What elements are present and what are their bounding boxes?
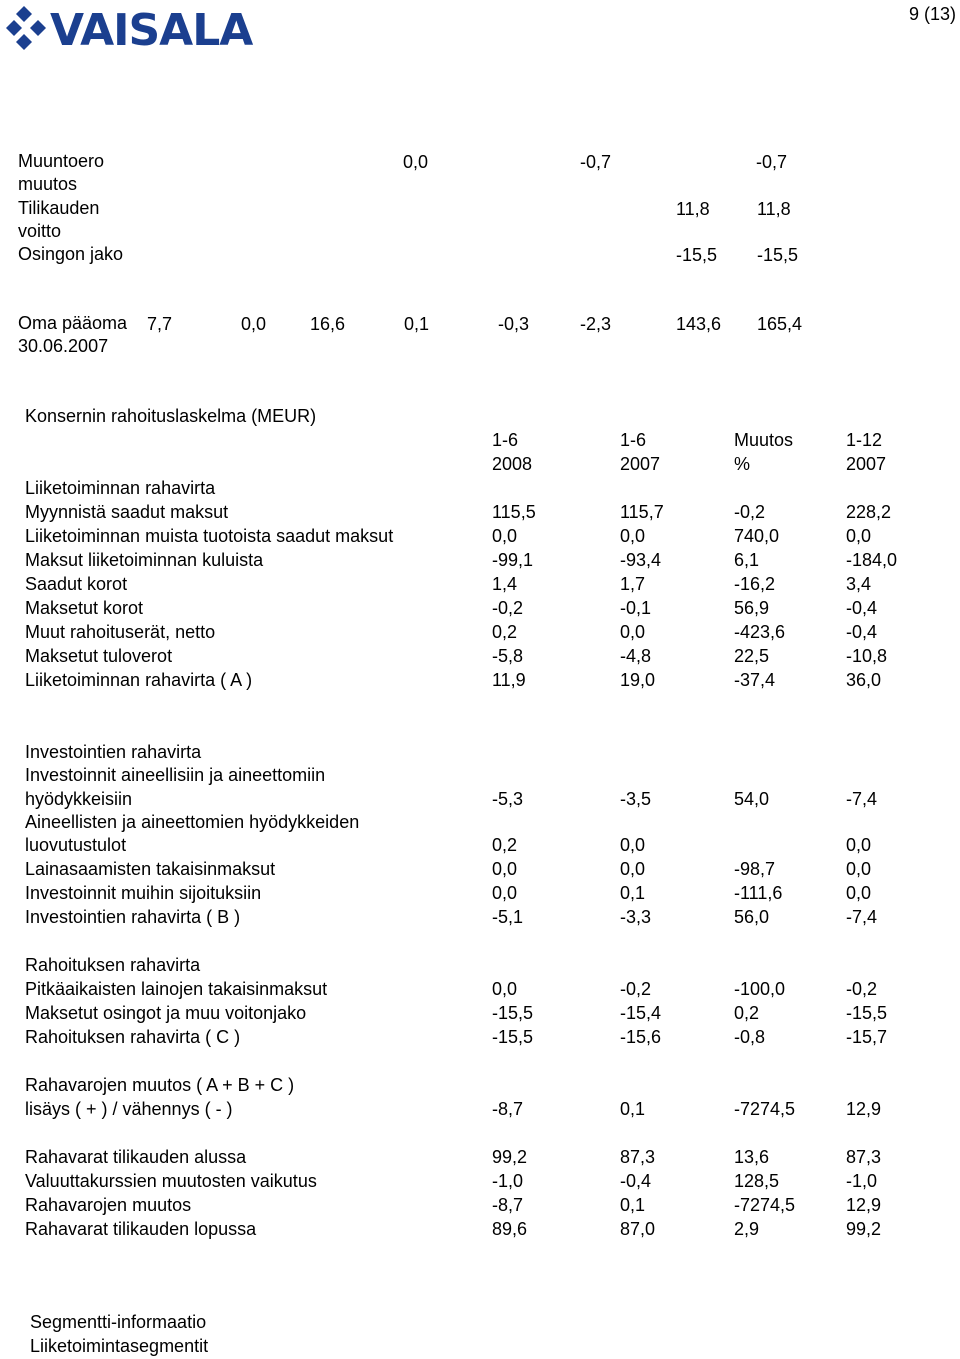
cashflow-cell: -0,8 xyxy=(734,1027,766,1047)
cashflow-cell: 0,0 xyxy=(492,859,518,879)
cashflow-cell: -100,0 xyxy=(734,979,786,999)
cashflow-row-label: Maksetut tuloverot xyxy=(25,646,173,666)
cashflow-row-label: lisäys ( + ) / vähennys ( - ) xyxy=(25,1099,233,1119)
cashflow-cell: -7274,5 xyxy=(734,1099,796,1119)
cashflow-cell: 12,9 xyxy=(846,1195,882,1215)
equity-cell: 16,6 xyxy=(310,314,346,334)
cashflow-cell: 0,0 xyxy=(846,526,872,546)
cashflow-cell: 87,0 xyxy=(620,1219,656,1239)
cashflow-cell: 0,2 xyxy=(492,622,518,642)
cashflow-cell: -7,4 xyxy=(846,789,878,809)
cashflow-cell: 11,9 xyxy=(492,670,526,690)
cashflow-cell: -15,6 xyxy=(620,1027,662,1047)
cashflow-row-label: Maksetut osingot ja muu voitonjako xyxy=(25,1003,307,1023)
equity-cell: 0,0 xyxy=(241,314,267,334)
cashflow-cell: 0,1 xyxy=(620,1195,646,1215)
column-header: 2007 xyxy=(620,454,661,474)
cashflow-cell: 115,5 xyxy=(492,502,536,522)
cashflow-cell: 56,0 xyxy=(734,907,770,927)
cashflow-cell: 228,2 xyxy=(846,502,892,522)
column-header: 1-6 xyxy=(620,430,647,450)
equity-row-label: Tilikauden voitto xyxy=(18,198,100,241)
cashflow-cell: -0,2 xyxy=(734,502,766,522)
cashflow-cell: -4,8 xyxy=(620,646,652,666)
cashflow-cell: 56,9 xyxy=(734,598,770,618)
cashflow-cell: -15,5 xyxy=(492,1027,534,1047)
cashflow-cell: 3,4 xyxy=(846,574,872,594)
cashflow-row-label: Muut rahoituserät, netto xyxy=(25,622,216,642)
cashflow-cell: -37,4 xyxy=(734,670,776,690)
cashflow-cell: 2,9 xyxy=(734,1219,760,1239)
cashflow-row-label: luovutustulot xyxy=(25,835,127,855)
cashflow-row-label: Rahoituksen rahavirta xyxy=(25,955,201,975)
page-number: 9 (13) xyxy=(908,4,956,24)
cashflow-cell: -7274,5 xyxy=(734,1195,796,1215)
cashflow-cell: 0,0 xyxy=(492,883,518,903)
cashflow-cell: -111,6 xyxy=(734,883,783,903)
cashflow-cell: 0,2 xyxy=(492,835,518,855)
cashflow-cell: -5,8 xyxy=(492,646,524,666)
cashflow-row-label: Lainasaamisten takaisinmaksut xyxy=(25,859,276,879)
cashflow-cell: -5,1 xyxy=(492,907,524,927)
cashflow-cell: 0,0 xyxy=(620,859,646,879)
equity-cell: 7,7 xyxy=(147,314,173,334)
cashflow-cell: -184,0 xyxy=(846,550,898,570)
column-header: 2008 xyxy=(492,454,533,474)
equity-cell: 165,4 xyxy=(757,314,803,334)
cashflow-cell: 54,0 xyxy=(734,789,770,809)
cashflow-cell: -0,4 xyxy=(620,1171,652,1191)
cashflow-cell: 740,0 xyxy=(734,526,780,546)
cashflow-cell: 13,6 xyxy=(734,1147,770,1167)
cashflow-cell: -15,4 xyxy=(620,1003,662,1023)
column-header: 2007 xyxy=(846,454,887,474)
cashflow-cell: -1,0 xyxy=(492,1171,524,1191)
cashflow-row-label: Aineellisten ja aineettomien hyödykkeiden xyxy=(25,812,360,832)
cashflow-cell: 0,0 xyxy=(620,835,646,855)
cashflow-row-label: Valuuttakurssien muutosten vaikutus xyxy=(25,1171,317,1191)
cashflow-row-label: Liiketoiminnan muista tuotoista saadut maksut xyxy=(25,526,394,546)
cashflow-cell: 0,0 xyxy=(492,979,518,999)
cashflow-cell: 6,1 xyxy=(734,550,760,570)
cashflow-cell: -3,5 xyxy=(620,789,652,809)
column-header: 1-6 xyxy=(492,430,519,450)
cashflow-cell: 128,5 xyxy=(734,1171,780,1191)
cashflow-cell: -0,2 xyxy=(620,979,652,999)
equity-cell: -2,3 xyxy=(580,314,612,334)
cashflow-cell: -10,8 xyxy=(846,646,888,666)
cashflow-row-label: Myynnistä saadut maksut xyxy=(25,502,229,522)
column-header: 1-12 xyxy=(846,430,883,450)
cashflow-row-label: Rahoituksen rahavirta ( C ) xyxy=(25,1027,241,1047)
equity-cell: 143,6 xyxy=(676,314,722,334)
cashflow-title: Konsernin rahoituslaskelma (MEUR) xyxy=(25,406,317,426)
cashflow-cell: 1,7 xyxy=(620,574,646,594)
cashflow-cell: -0,1 xyxy=(620,598,652,618)
cashflow-cell: 115,7 xyxy=(620,502,664,522)
cashflow-cell: 0,0 xyxy=(492,526,518,546)
cashflow-cell: -98,7 xyxy=(734,859,776,879)
equity-cell: 11,8 xyxy=(676,199,710,219)
cashflow-row-label: Rahavarojen muutos ( A + B + C ) xyxy=(25,1075,295,1095)
cashflow-cell: 0,0 xyxy=(846,835,872,855)
vaisala-logo xyxy=(6,0,253,56)
cashflow-cell: -15,7 xyxy=(846,1027,888,1047)
equity-row-label: Muuntoero muutos xyxy=(18,151,105,194)
cashflow-cell: -1,0 xyxy=(846,1171,878,1191)
cashflow-cell: 99,2 xyxy=(492,1147,528,1167)
cashflow-cell: -0,4 xyxy=(846,598,878,618)
cashflow-cell: -0,2 xyxy=(846,979,878,999)
cashflow-cell: -0,2 xyxy=(492,598,524,618)
segment-info-heading: Segmentti-informaatio xyxy=(30,1312,207,1332)
cashflow-cell: -8,7 xyxy=(492,1099,524,1119)
cashflow-row-label: Investoinnit muihin sijoituksiin xyxy=(25,883,262,903)
cashflow-cell: -93,4 xyxy=(620,550,662,570)
cashflow-row-label: Rahavarojen muutos xyxy=(25,1195,192,1215)
column-header: Muutos xyxy=(734,430,794,450)
cashflow-cell: -99,1 xyxy=(492,550,534,570)
cashflow-cell: 89,6 xyxy=(492,1219,528,1239)
cashflow-cell: -15,5 xyxy=(846,1003,888,1023)
equity-row-label: Osingon jako xyxy=(18,244,124,264)
svg-text:VAISALA: VAISALA xyxy=(50,5,253,56)
cashflow-cell: -15,5 xyxy=(492,1003,534,1023)
equity-row-label: Oma pääoma 30.06.2007 xyxy=(18,313,128,356)
equity-cell: -0,3 xyxy=(498,314,530,334)
cashflow-row-label: Liiketoiminnan rahavirta xyxy=(25,478,216,498)
cashflow-cell: 87,3 xyxy=(846,1147,882,1167)
cashflow-cell: 36,0 xyxy=(846,670,882,690)
equity-cell: 0,1 xyxy=(404,314,430,334)
cashflow-cell: 0,1 xyxy=(620,1099,646,1119)
cashflow-cell: 0,1 xyxy=(620,883,646,903)
cashflow-cell: 0,0 xyxy=(620,526,646,546)
cashflow-row-label: Rahavarat tilikauden lopussa xyxy=(25,1219,257,1239)
cashflow-cell: 22,5 xyxy=(734,646,770,666)
cashflow-cell: -0,4 xyxy=(846,622,878,642)
equity-cell: -15,5 xyxy=(676,245,718,265)
cashflow-cell: 0,2 xyxy=(734,1003,760,1023)
cashflow-cell: -8,7 xyxy=(492,1195,524,1215)
business-segments-heading: Liiketoimintasegmentit xyxy=(30,1336,209,1356)
cashflow-cell: 19,0 xyxy=(620,670,656,690)
cashflow-cell: 0,0 xyxy=(846,883,872,903)
cashflow-row-label: Saadut korot xyxy=(25,574,128,594)
cashflow-cell: 12,9 xyxy=(846,1099,882,1119)
cashflow-row-label: Liiketoiminnan rahavirta ( A ) xyxy=(25,670,253,690)
cashflow-cell: 0,0 xyxy=(846,859,872,879)
cashflow-row-label: Pitkäaikaisten lainojen takaisinmaksut xyxy=(25,979,328,999)
cashflow-cell: 0,0 xyxy=(620,622,646,642)
cashflow-row-label: hyödykkeisiin xyxy=(25,789,133,809)
equity-cell: -0,7 xyxy=(580,152,612,172)
cashflow-row-label: Investoinnit aineellisiin ja aineettomiin xyxy=(25,765,326,785)
cashflow-row-label: Maksut liiketoiminnan kuluista xyxy=(25,550,264,570)
equity-cell: 11,8 xyxy=(757,199,791,219)
cashflow-row-label: Investointien rahavirta ( B ) xyxy=(25,907,241,927)
cashflow-cell: 99,2 xyxy=(846,1219,882,1239)
cashflow-row-label: Investointien rahavirta xyxy=(25,742,202,762)
cashflow-cell: 87,3 xyxy=(620,1147,656,1167)
cashflow-cell: -423,6 xyxy=(734,622,786,642)
cashflow-cell: -7,4 xyxy=(846,907,878,927)
equity-cell: -15,5 xyxy=(757,245,799,265)
column-header: % xyxy=(734,454,751,474)
cashflow-row-label: Maksetut korot xyxy=(25,598,144,618)
cashflow-cell: -16,2 xyxy=(734,574,776,594)
vaisala-logo-mark xyxy=(6,0,253,56)
equity-cell: 0,0 xyxy=(403,152,429,172)
cashflow-cell: -5,3 xyxy=(492,789,524,809)
equity-cell: -0,7 xyxy=(756,152,788,172)
cashflow-cell: -3,3 xyxy=(620,907,652,927)
cashflow-cell: 1,4 xyxy=(492,574,518,594)
cashflow-row-label: Rahavarat tilikauden alussa xyxy=(25,1147,247,1167)
